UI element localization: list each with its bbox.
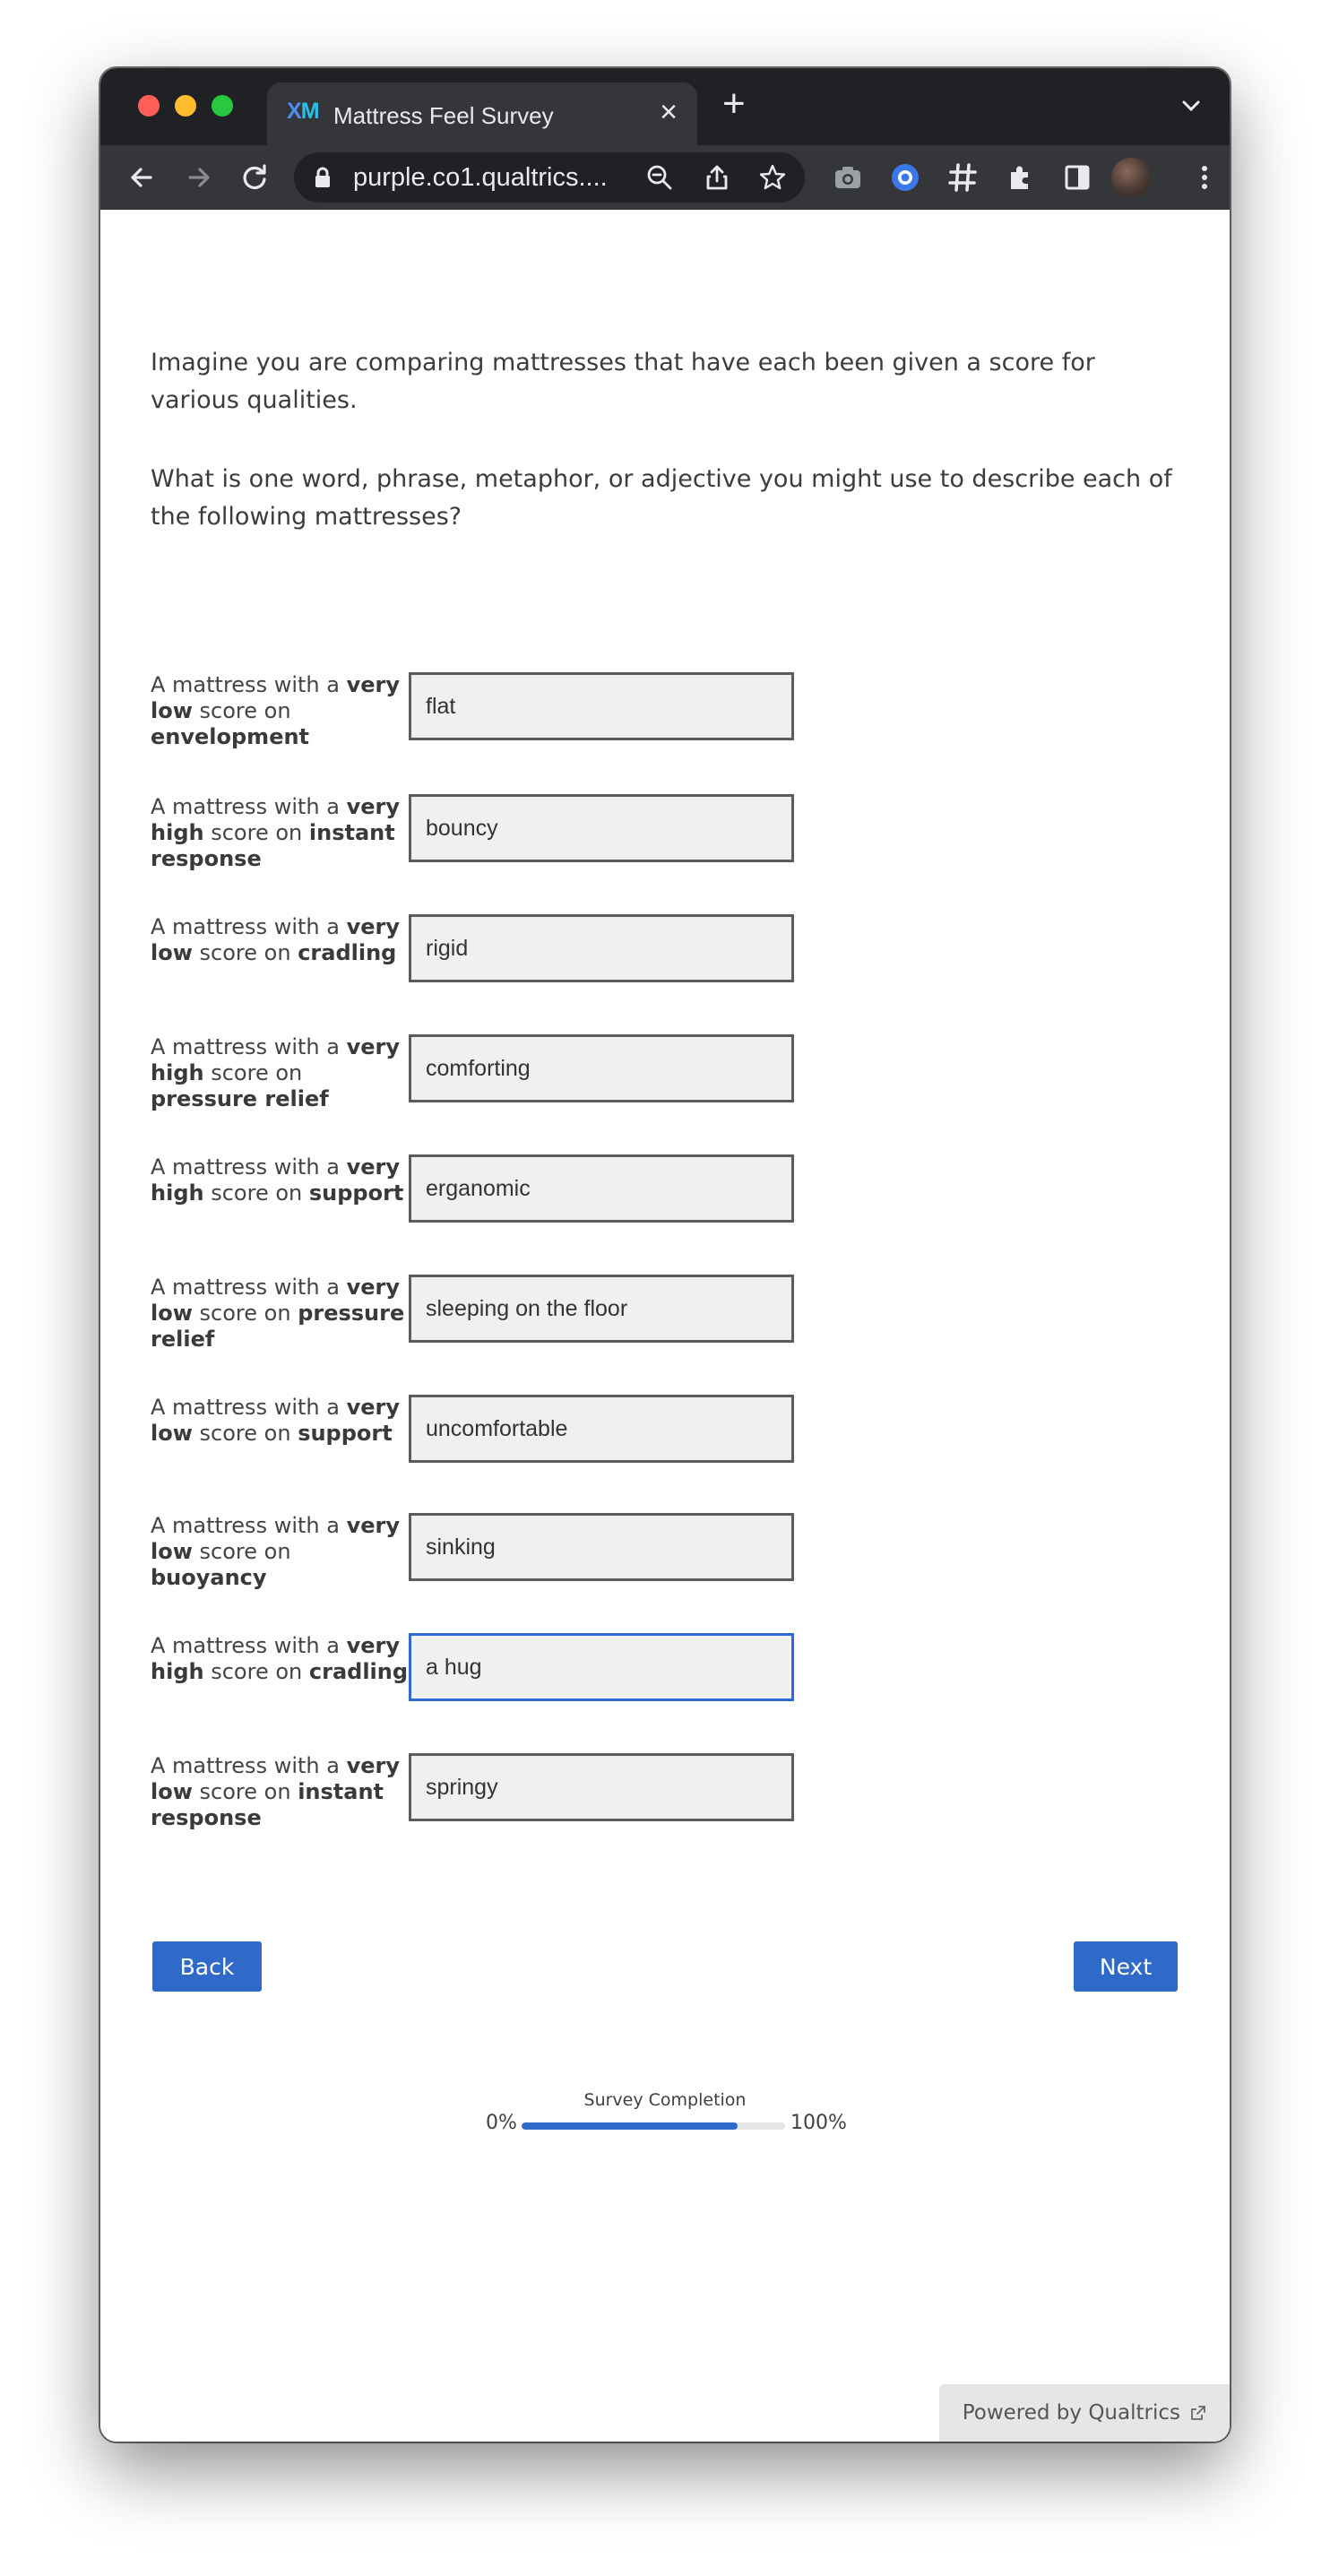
label-mid: score on bbox=[211, 1180, 303, 1206]
progress-bar bbox=[522, 2122, 785, 2130]
answer-input[interactable] bbox=[409, 1395, 794, 1463]
quality-name: envelopment bbox=[151, 724, 310, 749]
quality-name: pressure relief bbox=[151, 1086, 329, 1111]
survey-row bbox=[151, 1275, 832, 1352]
label-mid: score on bbox=[199, 1421, 291, 1446]
back-arrow-icon[interactable] bbox=[125, 161, 158, 194]
quality-name: pressure relief bbox=[151, 1301, 405, 1352]
row-label bbox=[151, 1513, 410, 1591]
survey-page bbox=[100, 210, 1230, 2442]
label-prefix: A mattress with a bbox=[151, 1034, 340, 1059]
label-mid: score on bbox=[199, 1301, 291, 1326]
maximize-window-button[interactable] bbox=[212, 95, 233, 117]
survey-row bbox=[151, 672, 832, 749]
answer-input[interactable] bbox=[409, 794, 794, 862]
label-prefix: A mattress with a bbox=[151, 672, 340, 697]
label-mid: score on bbox=[199, 1539, 291, 1564]
label-prefix: A mattress with a bbox=[151, 1154, 340, 1180]
survey-row bbox=[151, 1395, 832, 1466]
score-level: very low bbox=[151, 914, 400, 965]
label-mid: score on bbox=[211, 1659, 303, 1684]
lock-icon[interactable] bbox=[314, 167, 332, 188]
score-level: very high bbox=[151, 1633, 400, 1684]
profile-avatar[interactable] bbox=[1111, 158, 1151, 197]
powered-by-qualtrics-link[interactable] bbox=[939, 2384, 1230, 2442]
survey-row bbox=[151, 914, 832, 986]
label-prefix: A mattress with a bbox=[151, 1275, 340, 1300]
minimize-window-button[interactable] bbox=[175, 95, 196, 117]
progress-max-label: 100% bbox=[790, 2112, 847, 2134]
quality-name: cradling bbox=[298, 940, 397, 965]
score-level: very low bbox=[151, 1513, 400, 1564]
label-prefix: A mattress with a bbox=[151, 1753, 340, 1778]
answer-input[interactable] bbox=[409, 1275, 794, 1343]
hash-extension-icon[interactable] bbox=[946, 161, 979, 194]
reload-icon[interactable] bbox=[238, 161, 271, 194]
label-mid: score on bbox=[211, 1060, 303, 1085]
address-bar[interactable] bbox=[294, 152, 805, 203]
survey-row bbox=[151, 1513, 832, 1590]
powered-by-text: Powered by Qualtrics bbox=[962, 2401, 1180, 2425]
next-button[interactable]: Next bbox=[1074, 1941, 1178, 1992]
score-level: very low bbox=[151, 1753, 400, 1804]
zoom-icon[interactable] bbox=[645, 163, 674, 192]
forward-arrow-icon[interactable] bbox=[183, 161, 215, 194]
survey-row bbox=[151, 1753, 832, 1830]
back-button[interactable]: Back bbox=[152, 1941, 262, 1992]
close-tab-icon[interactable]: × bbox=[660, 95, 678, 129]
browser-toolbar bbox=[100, 145, 1230, 211]
close-window-button[interactable] bbox=[138, 95, 160, 117]
label-mid: score on bbox=[199, 698, 291, 723]
bookmark-star-icon[interactable] bbox=[758, 163, 787, 192]
score-level: very high bbox=[151, 1154, 400, 1206]
answer-input[interactable] bbox=[409, 914, 794, 982]
answer-input[interactable] bbox=[409, 1513, 794, 1581]
survey-row bbox=[151, 1034, 832, 1111]
label-mid: score on bbox=[211, 820, 303, 845]
row-label bbox=[151, 1034, 410, 1112]
score-level: very low bbox=[151, 1395, 400, 1446]
progress-bar-fill bbox=[522, 2122, 738, 2130]
label-prefix: A mattress with a bbox=[151, 1633, 340, 1658]
quality-name: cradling bbox=[308, 1659, 409, 1684]
answer-input[interactable] bbox=[409, 1034, 794, 1102]
survey-row bbox=[151, 1633, 832, 1705]
camera-extension-icon[interactable] bbox=[832, 161, 864, 194]
intro-text: Imagine you are comparing mattresses that have each been given a score for various qualities. bbox=[151, 349, 1095, 414]
url-text[interactable]: purple.co1.qualtrics.... bbox=[353, 163, 608, 192]
quality-name: buoyancy bbox=[151, 1565, 267, 1590]
score-level: very high bbox=[151, 1034, 400, 1085]
answer-input[interactable] bbox=[409, 672, 794, 740]
score-level: very low bbox=[151, 672, 400, 723]
survey-row bbox=[151, 794, 832, 871]
question-text: What is one word, phrase, metaphor, or adjective you might use to describe each of the following mattresses? bbox=[151, 465, 1172, 531]
more-menu-icon[interactable] bbox=[1188, 161, 1221, 194]
label-mid: score on bbox=[199, 1779, 291, 1804]
quality-name: support bbox=[298, 1421, 393, 1446]
progress-min-label: 0% bbox=[486, 2112, 517, 2134]
label-mid: score on bbox=[199, 940, 291, 965]
row-label bbox=[151, 1275, 410, 1353]
browser-window bbox=[100, 68, 1230, 2442]
extensions-puzzle-icon[interactable] bbox=[1004, 161, 1036, 194]
quality-name: instant response bbox=[151, 1779, 384, 1830]
row-label bbox=[151, 914, 410, 966]
row-label bbox=[151, 1753, 410, 1831]
browser-tab[interactable] bbox=[267, 82, 697, 145]
quality-name: instant response bbox=[151, 820, 395, 871]
record-extension-icon[interactable] bbox=[889, 161, 921, 194]
quality-name: support bbox=[308, 1180, 404, 1206]
answer-input[interactable] bbox=[409, 1633, 794, 1701]
row-label bbox=[151, 1154, 410, 1206]
score-level: very low bbox=[151, 1275, 400, 1326]
qualtrics-xm-icon: XM bbox=[287, 99, 319, 124]
score-level: very high bbox=[151, 794, 400, 845]
tab-title: Mattress Feel Survey bbox=[333, 102, 554, 129]
label-prefix: A mattress with a bbox=[151, 794, 340, 819]
tab-search-chevron-icon[interactable] bbox=[1181, 99, 1201, 113]
row-label bbox=[151, 672, 410, 750]
label-prefix: A mattress with a bbox=[151, 1395, 340, 1420]
label-prefix: A mattress with a bbox=[151, 1513, 340, 1538]
side-panel-icon[interactable] bbox=[1061, 161, 1093, 194]
new-tab-icon[interactable]: + bbox=[722, 82, 746, 125]
row-label bbox=[151, 1633, 410, 1685]
share-icon[interactable] bbox=[703, 163, 731, 192]
answer-input[interactable] bbox=[409, 1154, 794, 1223]
label-prefix: A mattress with a bbox=[151, 914, 340, 939]
progress-title: Survey Completion bbox=[583, 2090, 747, 2110]
answer-input[interactable] bbox=[409, 1753, 794, 1821]
row-label bbox=[151, 794, 410, 872]
row-label bbox=[151, 1395, 410, 1447]
survey-row bbox=[151, 1154, 832, 1226]
external-link-icon bbox=[1190, 2405, 1206, 2421]
tab-strip bbox=[100, 68, 1230, 145]
